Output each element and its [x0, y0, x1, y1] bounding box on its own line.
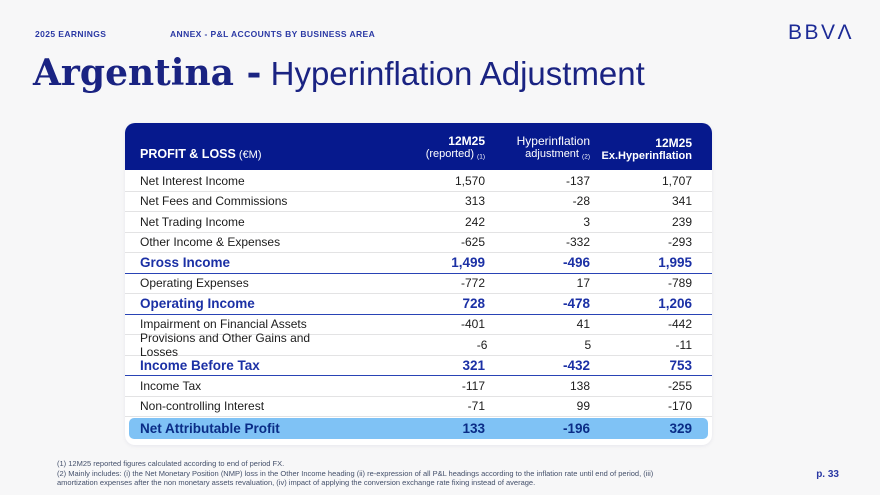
table-row: [125, 294, 712, 315]
table-body: [125, 170, 712, 439]
footnote-line: (1) 12M25 reported figures calculated according to end of period FX.: [57, 459, 285, 468]
footnote-line: amortization expenses after the non monetary assets revaluation, (iv) impact of applying the conversion exchange rate fixing instead of average.: [57, 478, 536, 488]
cell-reported: 242: [464, 214, 485, 229]
cell-label: Operating Expenses: [140, 276, 249, 291]
table-row: [125, 253, 712, 274]
page-title-region: Argentina -: [33, 52, 262, 94]
cell-reported: -625: [460, 235, 485, 250]
header-profit-loss: PROFIT & LOSS (€M): [140, 147, 262, 161]
cell-adjustment: -137: [565, 173, 590, 188]
cell-reported: 1,570: [454, 173, 485, 188]
cell-adjustment: 17: [576, 276, 590, 291]
cell-label: Provisions and Other Gains and Losses: [140, 330, 311, 359]
table-row: [125, 397, 712, 418]
cell-ex-hyperinflation: 1,707: [661, 173, 692, 188]
cell-reported: -772: [460, 276, 485, 291]
cell-reported: -71: [467, 399, 485, 414]
cell-label: Gross Income: [140, 255, 231, 271]
cell-reported: 133: [462, 421, 485, 436]
cell-reported: 728: [462, 296, 485, 312]
cell-adjustment: 5: [584, 337, 592, 352]
cell-ex-hyperinflation: -442: [667, 317, 692, 332]
header-12m25-reported: 12M25 (reported) $_{(1)}$: [425, 133, 485, 160]
cell-adjustment: -496: [562, 255, 590, 271]
cell-ex-hyperinflation: -293: [667, 235, 692, 250]
cell-label: Net Attributable Profit: [140, 421, 280, 436]
cell-adjustment: -478: [562, 296, 590, 312]
table-row: [125, 274, 712, 295]
table-row: [125, 192, 712, 213]
cell-reported: 313: [464, 194, 485, 209]
cell-ex-hyperinflation: 1,995: [658, 255, 692, 271]
table-row: [125, 356, 712, 377]
cell-label: Net Trading Income: [140, 214, 245, 229]
cell-label: Impairment on Financial Assets: [140, 317, 307, 332]
page-title-subject: Hyperinflation Adjustment: [261, 55, 645, 92]
cell-adjustment: 41: [576, 317, 590, 332]
table-row: [125, 171, 712, 192]
cell-adjustment: 99: [576, 399, 590, 414]
footnotes: [57, 459, 802, 488]
cell-adjustment: -196: [562, 421, 590, 436]
cell-reported: -401: [460, 317, 485, 332]
footnote-ref-1: (1): [477, 153, 485, 160]
page-title: [33, 52, 645, 94]
header-hyperinflation-adjustment: Hyperinflation adjustment $_{(2)}$: [516, 133, 590, 160]
cell-adjustment: -332: [565, 235, 590, 250]
cell-ex-hyperinflation: 329: [669, 421, 692, 436]
cell-label: Net Fees and Commissions: [140, 194, 288, 209]
cell-label: Income Before Tax: [140, 357, 260, 373]
cell-adjustment: 138: [569, 378, 590, 393]
table-row: [125, 233, 712, 254]
cell-label: Net Interest Income: [140, 173, 245, 188]
report-name-label: 2025 EARNINGS: [35, 29, 107, 39]
cell-adjustment: -432: [562, 357, 590, 373]
cell-ex-hyperinflation: 341: [671, 194, 692, 209]
cell-ex-hyperinflation: -11: [675, 337, 692, 352]
table-row: [125, 376, 712, 397]
cell-reported: 321: [462, 357, 485, 373]
footnote-ref-2: (2): [582, 153, 590, 160]
cell-reported: -6: [476, 337, 488, 352]
table-row: [125, 330, 712, 359]
pnl-table-header: [125, 123, 712, 170]
cell-ex-hyperinflation: -255: [667, 378, 692, 393]
table-row: [129, 418, 708, 439]
cell-ex-hyperinflation: -789: [667, 276, 692, 291]
cell-ex-hyperinflation: 753: [669, 357, 692, 373]
cell-label: Income Tax: [140, 378, 202, 393]
cell-reported: -117: [461, 378, 485, 393]
cell-adjustment: 3: [583, 214, 590, 229]
cell-ex-hyperinflation: 239: [671, 214, 692, 229]
cell-reported: 1,499: [451, 255, 485, 271]
pnl-table: [125, 123, 712, 445]
cell-adjustment: -28: [572, 194, 590, 209]
bbva-logo: BBVΛ: [787, 21, 854, 44]
header-12m25-ex-hyperinflation: 12M25 Ex.Hyperinflation: [601, 136, 692, 162]
cell-label: Other Income & Expenses: [140, 235, 281, 250]
cell-label: Non-controlling Interest: [140, 399, 265, 414]
annex-section-label: ANNEX - P&L ACCOUNTS BY BUSINESS AREA: [170, 29, 376, 39]
footnote-line: (2) Mainly includes: (i) the Net Monetary Position (NMP) loss in the Other Income heading (ii) re-expression of all P&L headings according to the inflation rate until end of period, (iii): [57, 468, 654, 478]
table-row: [125, 212, 712, 233]
cell-label: Operating Income: [140, 296, 255, 312]
cell-ex-hyperinflation: -170: [667, 399, 692, 414]
cell-ex-hyperinflation: 1,206: [658, 296, 692, 312]
page-number: p. 33: [816, 469, 839, 480]
